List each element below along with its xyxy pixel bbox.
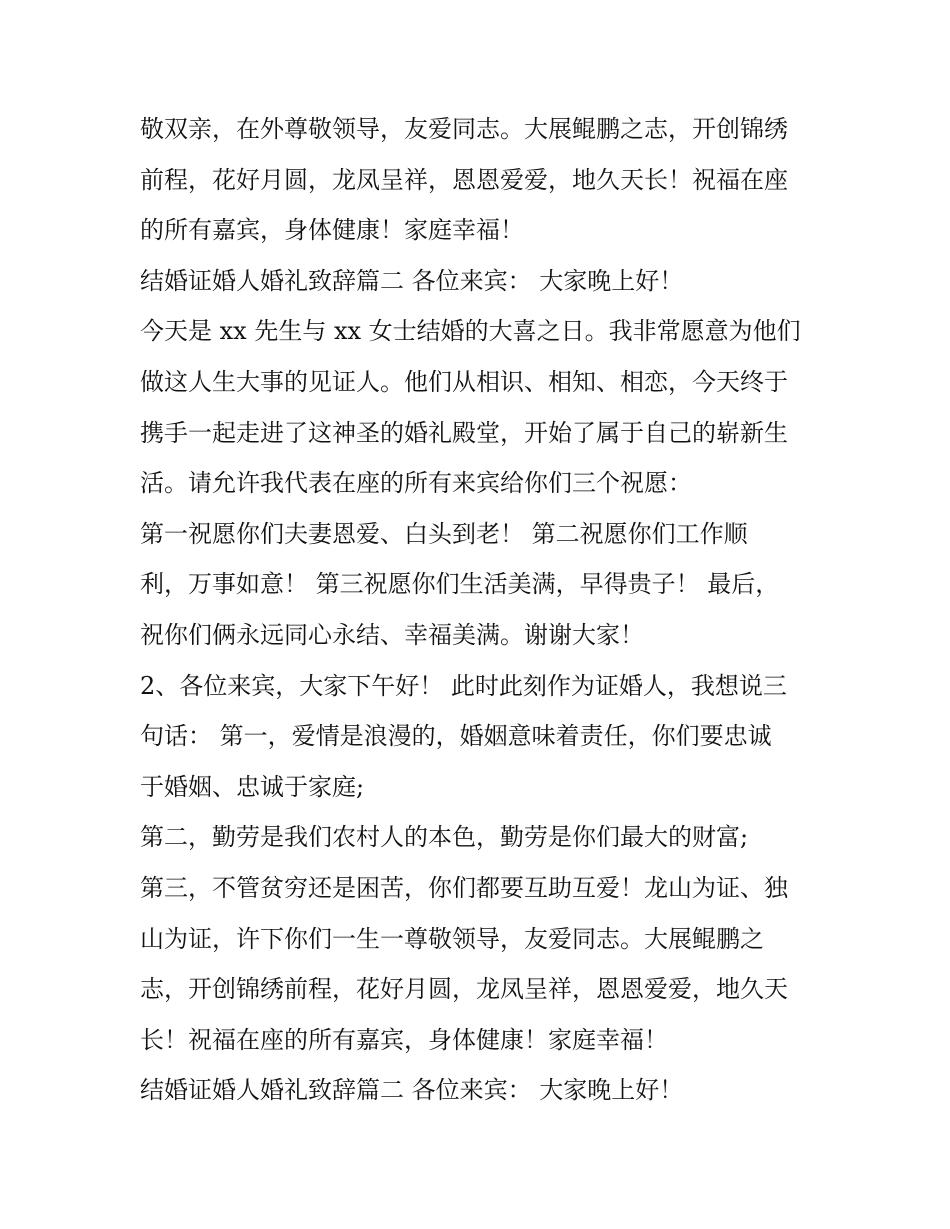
text-line-1: 敬双亲，在外尊敬领导，友爱同志。大展鲲鹏之志，开创锦绣 [140, 115, 788, 143]
document-body [140, 104, 820, 1116]
text-line-8: 活。请允许我代表在座的所有来宾给你们三个祝愿： [140, 469, 692, 498]
text-line-10: 利，万事如意！ 第三祝愿你们生活美满，早得贵子！ 最后， [140, 570, 780, 599]
text-line-9: 第一祝愿你们夫妻恩爱、白头到老！ 第二祝愿你们工作顺 [140, 519, 748, 548]
text-line-5: 今天是 xx 先生与 xx 女士结婚的大喜之日。我非常愿意为他们 [140, 317, 801, 346]
text-line-13: 句话： 第一，爱情是浪漫的，婚姻意味着责任，你们要忠诚 [140, 722, 772, 751]
text-line-7: 携手一起走进了这神圣的婚礼殿堂，开始了属于自己的崭新生 [140, 418, 788, 447]
text-line-17: 山为证，许下你们一生一尊敬领导，友爱同志。大展鲲鹏之 [140, 924, 764, 953]
section-heading-line-2: 结婚证婚人婚礼致辞篇二 各位来宾： 大家晚上好！ [140, 1076, 684, 1105]
text-line-3: 的所有嘉宾，身体健康！家庭幸福！ [140, 216, 524, 245]
text-line-11: 祝你们俩永远同心永结、幸福美满。谢谢大家！ [140, 620, 644, 649]
section-heading-line: 结婚证婚人婚礼致辞篇二 各位来宾： 大家晚上好！ [140, 266, 684, 295]
text-line-2: 前程，花好月圆，龙凤呈祥，恩恩爱爱，地久天长！祝福在座 [140, 165, 788, 194]
text-line-19: 长！祝福在座的所有嘉宾，身体健康！家庭幸福！ [140, 1025, 668, 1054]
text-line-18: 志，开创锦绣前程，花好月圆，龙凤呈祥，恩恩爱爱，地久天 [140, 975, 788, 1004]
text-line-14: 于婚姻、忠诚于家庭; [140, 772, 365, 801]
text-line-12: 2、各位来宾，大家下午好！ 此时此刻作为证婚人，我想说三 [140, 671, 787, 700]
text-line-16: 第三，不管贫穷还是困苦，你们都要互助互爱！龙山为证、独 [140, 873, 788, 902]
text-line-6: 做这人生大事的见证人。他们从相识、相知、相恋，今天终于 [140, 367, 788, 396]
text-line-15: 第二，勤劳是我们农村人的本色，勤劳是你们最大的财富; [140, 823, 749, 852]
